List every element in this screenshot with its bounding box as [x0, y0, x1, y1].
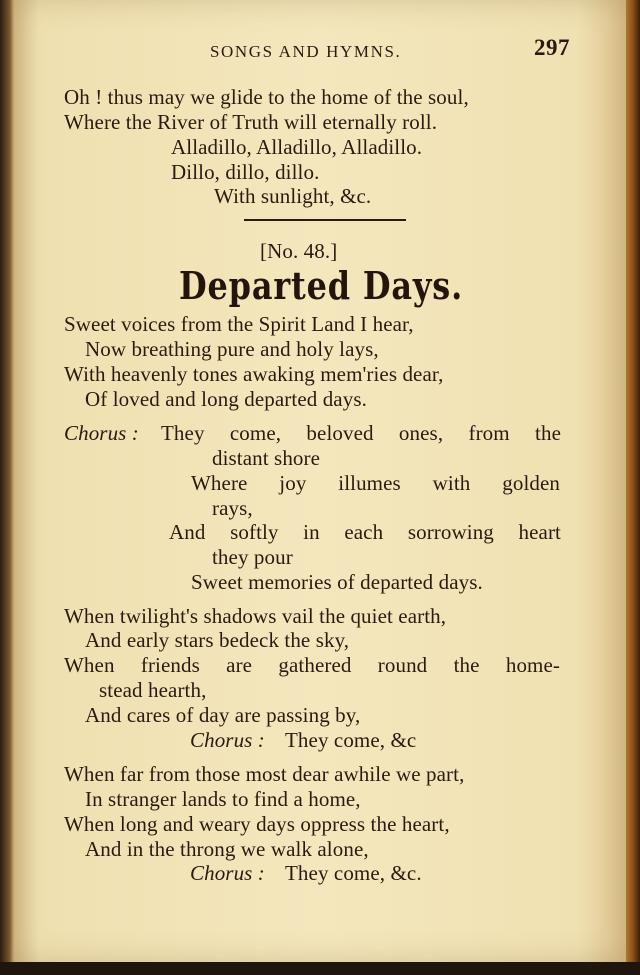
verse-line: With heavenly tones awaking mem'ries dear,	[64, 362, 444, 386]
verse-line: And early stars bedeck the sky,	[85, 628, 350, 652]
chorus-line: rays,	[212, 496, 253, 520]
verse-line: stead hearth,	[99, 678, 207, 702]
page-edge-bottom	[0, 962, 640, 975]
chorus-label: Chorus :	[190, 861, 265, 885]
verse-line: Now breathing pure and holy lays,	[85, 337, 379, 361]
hymn-title: Departed Days.	[179, 263, 464, 308]
verse-line: And cares of day are passing by,	[85, 703, 361, 727]
verse-line: When friends are gathered round the home-	[64, 653, 560, 677]
chorus-line: Where joy illumes with golden	[191, 471, 560, 495]
verse-line: And in the throng we walk alone,	[85, 837, 369, 861]
verse-line: When twilight's shadows vail the quiet earth,	[64, 604, 447, 628]
chorus-refrain: They come, &c.	[285, 861, 422, 885]
verse-line: Sweet voices from the Spirit Land I hear,	[64, 312, 414, 336]
verse-line: With sunlight, &c.	[214, 184, 372, 208]
verse-line: Of loved and long departed days.	[85, 387, 367, 411]
book-page	[14, 0, 626, 962]
verse-line: When far from those most dear awhile we part,	[64, 762, 465, 786]
verse-line: Oh ! thus may we glide to the home of the soul,	[64, 85, 469, 109]
hymn-number: [No. 48.]	[260, 239, 338, 263]
verse-line: Alladillo, Alladillo, Alladillo.	[171, 135, 423, 159]
chorus-line: And softly in each sorrowing heart	[169, 520, 561, 544]
chorus-refrain: They come, &c	[285, 728, 417, 752]
verse-line: Where the River of Truth will eternally roll.	[64, 110, 438, 134]
verse-line: Dillo, dillo, dillo.	[171, 160, 320, 184]
verse-line: When long and weary days oppress the heart,	[64, 812, 450, 836]
chorus-line: Sweet memories of departed days.	[191, 570, 483, 594]
chorus-label: Chorus :	[190, 728, 265, 752]
chorus-line: They come, beloved ones, from the	[161, 421, 561, 445]
running-title: SONGS AND HYMNS.	[210, 42, 402, 61]
chorus-line: distant shore	[212, 446, 321, 470]
chorus-line: they pour	[212, 545, 293, 569]
book-gutter	[0, 0, 14, 975]
chorus-label: Chorus :	[64, 421, 139, 445]
section-divider	[244, 219, 406, 221]
page-edge-right	[626, 0, 640, 975]
verse-line: In stranger lands to find a home,	[85, 787, 361, 811]
page-number: 297	[534, 35, 570, 60]
